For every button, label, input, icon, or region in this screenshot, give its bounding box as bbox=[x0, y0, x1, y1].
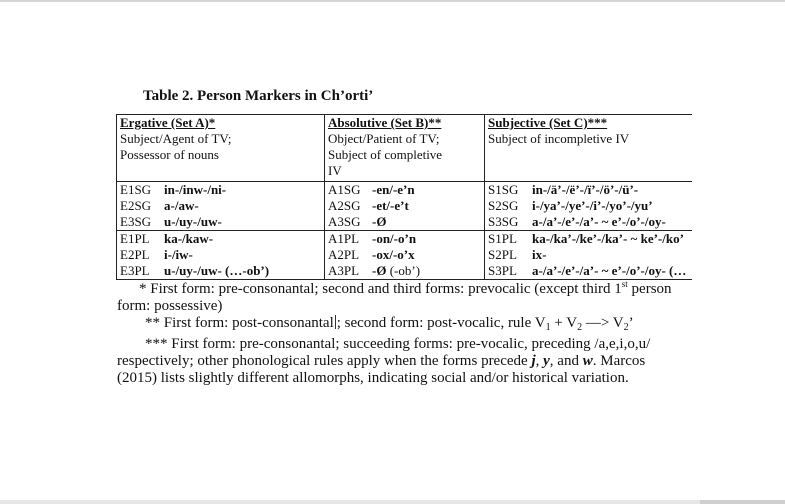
table-title: Table 2. Person Markers in Ch’orti’ bbox=[143, 88, 374, 104]
marker-form: in-/ä’-/ë’-/ï’-/ö’-/ü’- bbox=[532, 182, 639, 197]
absolutive-singular-cell bbox=[325, 182, 485, 231]
marker-label: S2PL bbox=[488, 247, 517, 262]
footnote-ergative bbox=[117, 276, 677, 315]
footnote-text: , bbox=[535, 353, 544, 369]
absolutive-desc-line: Subject of completive bbox=[328, 147, 443, 162]
footnote-subscript: 1 bbox=[545, 322, 551, 333]
footnote-subscript: 2 bbox=[623, 322, 629, 333]
ergative-desc-line: Possessor of nouns bbox=[120, 147, 219, 162]
marker-label: S3SG bbox=[488, 214, 519, 229]
marker-line bbox=[120, 182, 321, 198]
marker-form: -en/-e’n bbox=[372, 182, 415, 197]
marker-form: -Ø bbox=[372, 263, 387, 278]
marker-form: a-/a’-/e’-/a’- ~ e’-/o’-/oy- (… bbox=[532, 263, 687, 278]
table-footnotes bbox=[117, 276, 677, 387]
footnote-text: ’ bbox=[628, 315, 634, 331]
person-markers-table bbox=[116, 114, 692, 280]
footnote-text: ** First form: post-consonantal bbox=[145, 315, 334, 331]
footnote-absolutive bbox=[117, 315, 677, 336]
footnote-emphasis: w bbox=[582, 353, 593, 369]
marker-line bbox=[328, 198, 481, 214]
marker-line bbox=[328, 247, 481, 263]
text-cursor bbox=[335, 315, 336, 329]
window-top-edge bbox=[0, 0, 785, 2]
window-bottom-corner bbox=[700, 500, 785, 504]
ergative-desc-line: Subject/Agent of TV; bbox=[120, 131, 232, 146]
marker-label: S1PL bbox=[488, 231, 517, 246]
marker-form: ix- bbox=[532, 247, 547, 262]
footnote-text: person form: possessive) bbox=[117, 281, 672, 314]
marker-form: -on/-o’n bbox=[372, 231, 417, 246]
marker-label: A3PL bbox=[328, 263, 360, 278]
marker-line bbox=[488, 247, 689, 263]
ergative-heading: Ergative (Set A)* bbox=[120, 115, 216, 130]
marker-form-plural-suffix: (-ob’) bbox=[386, 263, 421, 278]
marker-label: E3SG bbox=[120, 214, 152, 229]
absolutive-heading: Absolutive (Set B)** bbox=[328, 115, 442, 130]
absolutive-header-cell bbox=[325, 115, 485, 182]
ergative-plural-cell bbox=[117, 231, 325, 280]
subjective-plural-cell bbox=[485, 231, 692, 280]
subjective-heading: Subjective (Set C)*** bbox=[488, 115, 608, 130]
marker-form: ka-/ka’-/ke’-/ka’- ~ ke’-/ko’ bbox=[532, 231, 684, 246]
marker-label: A3SG bbox=[328, 214, 361, 229]
marker-form: -Ø bbox=[372, 214, 387, 229]
footnote-emphasis: j bbox=[531, 353, 536, 369]
footnote-subscript: 2 bbox=[577, 322, 583, 333]
marker-label: E2SG bbox=[120, 198, 152, 213]
marker-label: E1PL bbox=[120, 231, 150, 246]
window-bottom-edge bbox=[0, 500, 785, 504]
absolutive-desc-line: Object/Patient of TV; bbox=[328, 131, 440, 146]
plural-row bbox=[117, 231, 692, 280]
absolutive-plural-cell bbox=[325, 231, 485, 280]
subjective-desc-line: Subject of incompletive IV bbox=[488, 131, 630, 146]
marker-label: E2PL bbox=[120, 247, 150, 262]
marker-label: A1PL bbox=[328, 231, 360, 246]
footnote-text: . Marcos (2015) lists slightly different allomorphs, indicating social and/or historical variation. bbox=[117, 353, 646, 386]
marker-line bbox=[488, 231, 689, 247]
marker-form: i-/ya’-/ye’-/i’-/yo’-/yu’ bbox=[532, 198, 653, 213]
footnote-subjective bbox=[117, 336, 677, 387]
subjective-header-cell bbox=[485, 115, 692, 182]
marker-label: A2SG bbox=[328, 198, 361, 213]
subjective-singular-cell bbox=[485, 182, 692, 231]
marker-line bbox=[488, 198, 689, 214]
marker-form: i-/iw- bbox=[164, 247, 193, 262]
marker-line bbox=[120, 214, 321, 230]
marker-form: u-/uy-/uw- (…-ob’) bbox=[164, 263, 270, 278]
marker-form: in-/inw-/ni- bbox=[164, 182, 227, 197]
marker-label: E1SG bbox=[120, 182, 152, 197]
absolutive-desc-line: IV bbox=[328, 163, 342, 178]
marker-form: u-/uy-/uw- bbox=[164, 214, 222, 229]
marker-line bbox=[120, 198, 321, 214]
header-row bbox=[117, 115, 692, 182]
marker-form: ka-/kaw- bbox=[164, 231, 214, 246]
marker-line bbox=[120, 247, 321, 263]
marker-label: S2SG bbox=[488, 198, 519, 213]
footnote-text: ; second form: post-vocalic, rule V bbox=[336, 315, 546, 331]
marker-label: A1SG bbox=[328, 182, 361, 197]
ergative-header-cell bbox=[117, 115, 325, 182]
marker-line bbox=[488, 214, 689, 230]
marker-label: E3PL bbox=[120, 263, 150, 278]
marker-line bbox=[328, 231, 481, 247]
marker-form: -et/-e’t bbox=[372, 198, 409, 213]
footnote-text: + V bbox=[550, 315, 578, 331]
ergative-singular-cell bbox=[117, 182, 325, 231]
marker-line bbox=[328, 182, 481, 198]
marker-form: a-/aw- bbox=[164, 198, 199, 213]
marker-form: -ox/-o’x bbox=[372, 247, 415, 262]
marker-line bbox=[488, 182, 689, 198]
footnote-text: , and bbox=[549, 353, 583, 369]
marker-label: A2PL bbox=[328, 247, 360, 262]
footnote-text: * First form: pre-consonantal; second and third forms: prevocalic (except third 1 bbox=[139, 281, 622, 297]
footnote-emphasis: y bbox=[543, 353, 550, 369]
marker-line bbox=[328, 214, 481, 230]
marker-label: S1SG bbox=[488, 182, 519, 197]
footnote-superscript: st bbox=[621, 279, 628, 289]
footnote-text: —> V bbox=[582, 315, 624, 331]
singular-row bbox=[117, 182, 692, 231]
marker-label: S3PL bbox=[488, 263, 517, 278]
marker-line bbox=[120, 231, 321, 247]
footnote-text: *** First form: pre-consonantal; succeeding forms: pre-vocalic, preceding /a,e,i,o,u/ respectively; other phonological rules apply when the forms precede bbox=[117, 336, 651, 369]
marker-form: a-/a’-/e’-/a’- ~ e’-/o’-/oy- bbox=[532, 214, 666, 229]
